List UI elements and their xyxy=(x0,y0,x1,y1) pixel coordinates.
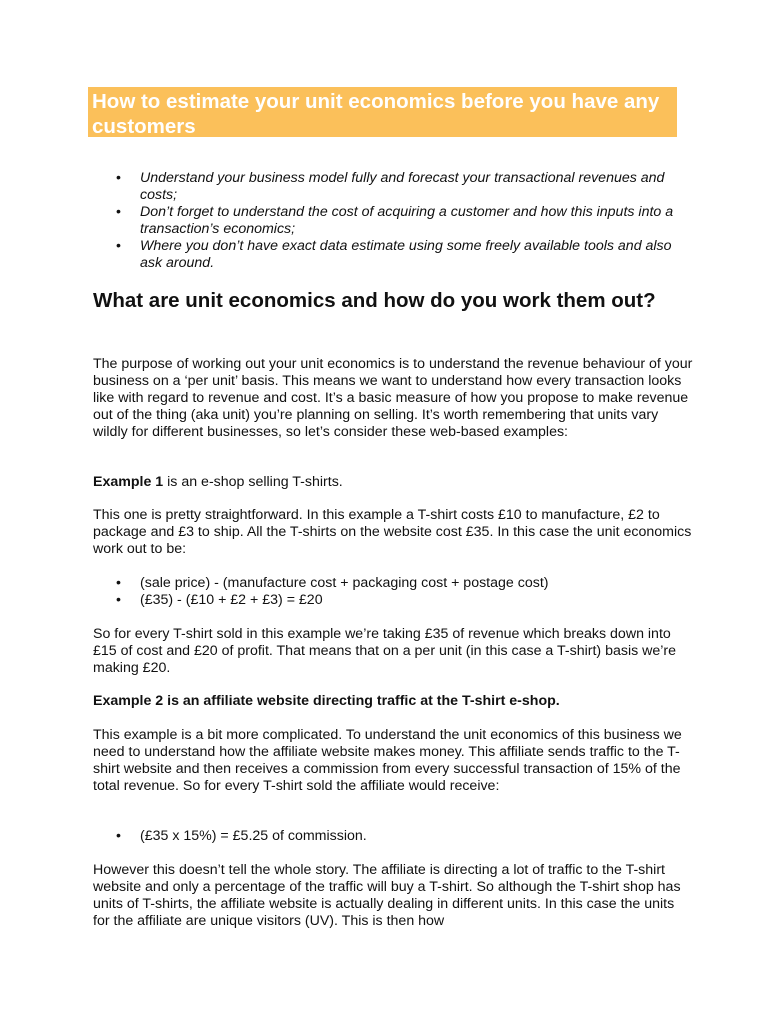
formula-item: • (sale price) - (manufacture cost + packaging cost + postage cost) xyxy=(116,575,676,592)
formula-item: • (£35 x 15%) = £5.25 of commission. xyxy=(116,828,676,845)
example1-conclusion: So for every T-shirt sold in this example we’re taking £35 of revenue which breaks down into £15 of cost and £20 of profit. That means that on a per unit (in this case a T-shirt) basis we’re making £20. xyxy=(93,626,677,676)
title-banner xyxy=(88,87,677,137)
summary-item: • Where you don’t have exact data estimate using some freely available tools and also ask around. xyxy=(116,238,676,272)
example1-intro xyxy=(93,474,693,491)
intro-paragraph: The purpose of working out your unit economics is to understand the revenue behaviour of your business on a ‘per unit’ basis. This means we want to understand how every transaction looks like with regard to revenue and cost. It’s a basic measure of how you propose to make revenue out of the thing (aka unit) you’re planning on selling. It’s worth remembering that units vary wildly for different businesses, so let’s consider these web-based examples: xyxy=(93,356,693,440)
example2-formula-list xyxy=(116,828,676,845)
summary-list xyxy=(116,170,676,272)
summary-item: • Understand your business model fully and forecast your transactional revenues and costs; xyxy=(116,170,676,204)
example1-formula-list xyxy=(116,575,676,609)
section-heading: What are unit economics and how do you work them out? xyxy=(93,289,656,312)
example1-description: is an e-shop selling T-shirts. xyxy=(163,474,343,490)
example2-heading: Example 2 is an affiliate website directing traffic at the T-shirt e-shop. xyxy=(93,693,560,709)
example1-label: Example 1 xyxy=(93,474,164,490)
example2-body: This example is a bit more complicated. To understand the unit economics of this business we need to understand how the affiliate website makes money. This affiliate sends traffic to the T-shirt website and then receives a commission from every successful transaction of 15% of the total revenue. So for every T-shirt sold the affiliate would receive: xyxy=(93,727,682,794)
example1-body: This one is pretty straightforward. In this example a T-shirt costs £10 to manufacture, £2 to package and £3 to ship. All the T-shirts on the website cost £35. In this case the unit economics work out to be: xyxy=(93,507,692,557)
example2-continuation: However this doesn’t tell the whole story. The affiliate is directing a lot of traffic to the T-shirt website and only a percentage of the traffic will buy a T-shirt. So although the T-shirt shop has units of T-shirts, the affiliate website is actually dealing in different units. In this case the units for the affiliate are unique visitors (UV). This is then how xyxy=(93,862,681,929)
formula-item: • (£35) - (£10 + £2 + £3) = £20 xyxy=(116,592,676,609)
summary-item: • Don’t forget to understand the cost of acquiring a customer and how this inputs into a transaction’s economics; xyxy=(116,204,676,238)
page-title: How to estimate your unit economics before you have any customers xyxy=(92,90,660,138)
